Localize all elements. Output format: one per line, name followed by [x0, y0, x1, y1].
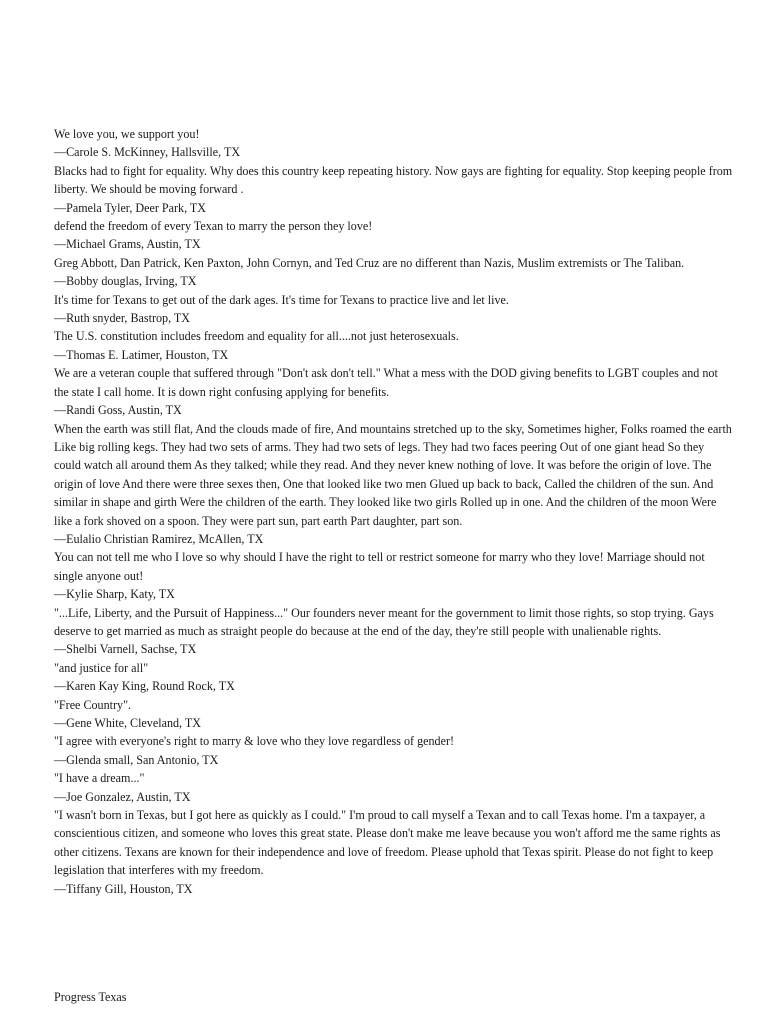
- testimonial-signature: —Kylie Sharp, Katy, TX: [54, 587, 175, 602]
- testimonial-entry: [54, 420, 734, 549]
- testimonial-entry: [54, 659, 734, 696]
- testimonial-signature: —Carole S. McKinney, Hallsville, TX: [54, 145, 241, 160]
- testimonial-signature: —Bobby douglas, Irving, TX: [54, 274, 197, 289]
- testimonial-entry: [54, 162, 734, 217]
- testimonial-message: It's time for Texans to get out of the dark ages. It's time for Texans to practice live and let live.: [54, 292, 509, 307]
- testimonial-message: We love you, we support you!: [54, 127, 200, 141]
- testimonial-message: defend the freedom of every Texan to marry the person they love!: [54, 219, 373, 234]
- testimonial-list: [54, 125, 734, 898]
- testimonial-message: "I wasn't born in Texas, but I got here as quickly as I could." I'm proud to call myself a Texan and to call Texas home. I'm a taxpayer, a conscientious citizen, and someone who loves this great state. Please don't make me leave because you won't afford me the same rights as other citizens. Texans are known for their independence and love of freedom. Please uphold that Texas spirit. Please do not fight to keep legislation that interferes with my freedom.: [54, 808, 721, 878]
- testimonial-signature: —Randi Goss, Austin, TX: [54, 403, 182, 418]
- testimonial-entry: [54, 732, 734, 769]
- testimonial-entry: [54, 604, 734, 659]
- testimonial-message: "...Life, Liberty, and the Pursuit of Happiness..." Our founders never meant for the government to limit those rights, so stop trying. Gays deserve to get married as much as straight people do because at the end of the day, they're still people with unalienable rights.: [54, 605, 714, 638]
- testimonial-signature: —Ruth snyder, Bastrop, TX: [54, 311, 191, 326]
- testimonial-entry: [54, 327, 734, 364]
- testimonial-signature: —Thomas E. Latimer, Houston, TX: [54, 347, 229, 362]
- testimonial-signature: —Pamela Tyler, Deer Park, TX: [54, 200, 207, 215]
- testimonial-entry: [54, 548, 734, 603]
- testimonial-signature: —Eulalio Christian Ramirez, McAllen, TX: [54, 531, 264, 546]
- testimonial-entry: [54, 125, 734, 162]
- page-footer: Progress Texas: [54, 990, 127, 1004]
- testimonial-signature: —Shelbi Varnell, Sachse, TX: [54, 642, 197, 657]
- testimonial-signature: —Michael Grams, Austin, TX: [54, 237, 201, 252]
- testimonial-message: Greg Abbott, Dan Patrick, Ken Paxton, John Cornyn, and Ted Cruz are no different than Nazis, Muslim extremists or The Taliban.: [54, 255, 685, 270]
- testimonial-message: "I have a dream...": [54, 771, 145, 786]
- testimonial-message: The U.S. constitution includes freedom and equality for all....not just heterosexuals.: [54, 329, 459, 344]
- testimonial-message: "I agree with everyone's right to marry & love who they love regardless of gender!: [54, 734, 455, 749]
- testimonial-entry: [54, 217, 734, 254]
- testimonial-message: We are a veteran couple that suffered through "Don't ask don't tell." What a mess with the DOD giving benefits to LGBT couples and not the state I call home. It is down right confusing applying for benefits.: [54, 366, 718, 399]
- testimonial-entry: [54, 364, 734, 419]
- testimonial-entry: [54, 806, 734, 898]
- testimonial-signature: —Tiffany Gill, Houston, TX: [54, 881, 193, 896]
- testimonial-message: When the earth was still flat, And the clouds made of fire, And mountains stretched up to the sky, Sometimes higher, Folks roamed the earth Like big rolling kegs. They had two sets of arms. They had two sets of legs. They had two faces peering Out of one giant head So they could watch all around them As they talked; while they read. And they never knew nothing of love. It was before the origin of love. The origin of love And there were three sexes then, One that looked like two men Glued up back to back, Called the children of the sun. And similar in shape and girth Were the children of the earth. They looked like two girls Rolled up in one. And the children of the moon Were like a fork shoved on a spoon. They were part sun, part earth Part daughter, part son.: [54, 421, 732, 528]
- testimonial-signature: —Karen Kay King, Round Rock, TX: [54, 679, 235, 694]
- testimonial-message: "and justice for all": [54, 660, 149, 675]
- testimonial-signature: —Glenda small, San Antonio, TX: [54, 752, 219, 767]
- testimonial-message: "Free Country".: [54, 697, 132, 712]
- testimonial-message: You can not tell me who I love so why should I have the right to tell or restrict someone for marry who they love! Marriage should not single anyone out!: [54, 550, 705, 583]
- testimonial-entry: [54, 291, 734, 328]
- testimonial-signature: —Gene White, Cleveland, TX: [54, 716, 201, 730]
- testimonial-entry: [54, 696, 734, 733]
- testimonial-message: Blacks had to fight for equality. Why does this country keep repeating history. Now gays are fighting for equality. Stop keeping people from liberty. We should be moving forward .: [54, 163, 733, 197]
- testimonial-entry: [54, 254, 734, 291]
- testimonial-signature: —Joe Gonzalez, Austin, TX: [54, 789, 191, 804]
- testimonial-entry: [54, 769, 734, 806]
